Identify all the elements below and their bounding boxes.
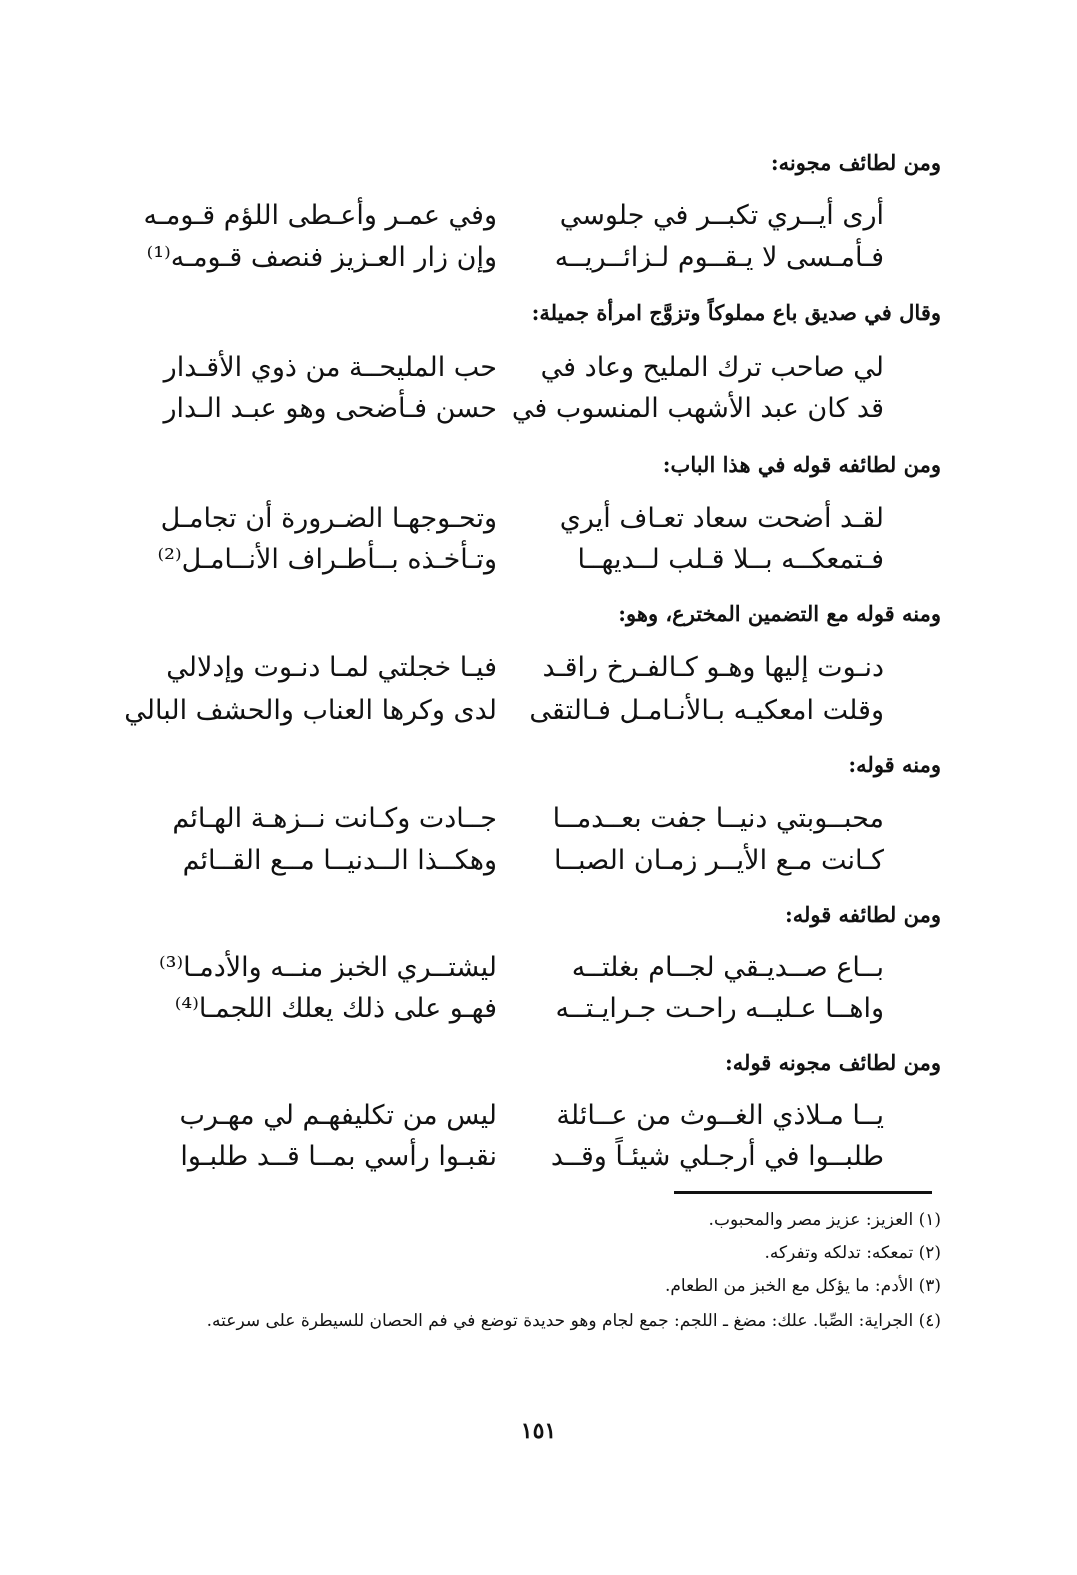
- verse-first-hemistich: دنـوت إليها وهـو كـالفـرخ راقـد: [542, 652, 884, 683]
- verse-second-hemistich: لدى وكرها العناب والحشف البالي: [124, 695, 497, 726]
- verse-second-hemistich: ليشتــري الخبز منــه والأدمـا⁽³⁾: [159, 952, 497, 983]
- verse-second-hemistich: وفي عمـر وأعـطى اللؤم قـومـه: [143, 200, 497, 231]
- verse-first-hemistich: لي صاحب ترك المليح وعاد في: [540, 352, 884, 383]
- footnote-separator: [674, 1191, 932, 1194]
- verse-second-hemistich: حسن فـأضحى وهو عبـد الـدار: [163, 393, 497, 424]
- verse-line: [0, 691, 1077, 731]
- verse-first-hemistich: طلبــوا في أرجـلي شيئـاً وقــد: [550, 1141, 884, 1172]
- verse-second-hemistich: فهـو على ذلك يعلك اللجمـا⁽⁴⁾: [174, 993, 497, 1024]
- verse-second-hemistich: وتحـوجهـا الضـرورة أن تجامـل: [160, 503, 497, 534]
- section-intro: ومن لطائفه قوله:: [784, 902, 941, 927]
- verse-line: [0, 648, 1077, 688]
- verse-line: [0, 540, 1077, 580]
- verse-line: [0, 989, 1077, 1029]
- verse-second-hemistich: جــادت وكـانت نــزهـة الهـائم: [172, 803, 497, 834]
- verse-line: [0, 348, 1077, 388]
- section-intro: وقال في صديق باع مملوكاً وتزوَّج امرأة جميلة:: [531, 300, 941, 325]
- section-intro: ومن لطائفه قوله في هذا الباب:: [662, 452, 941, 477]
- verse-first-hemistich: بــاع صــديـقي لجــام بغلتــه: [571, 952, 884, 983]
- verse-line: [0, 1096, 1077, 1136]
- verse-line: [0, 1137, 1077, 1177]
- verse-line: [0, 238, 1077, 278]
- verse-first-hemistich: فـأمـسى لا يـقــوم لـزائــريــه: [554, 242, 884, 273]
- verse-second-hemistich: وتـأخـذه بــأطـراف الأنــامـل⁽²⁾: [157, 544, 497, 575]
- footnote: (٣) الأدم: ما يؤكل مع الخبز من الطعام.: [665, 1276, 941, 1296]
- verse-second-hemistich: ليس من تكليفهـم لي مهـرب: [179, 1100, 497, 1131]
- verse-line: [0, 196, 1077, 236]
- verse-first-hemistich: وقلت امعكيـه بـالأنـامـل فـالتقى: [529, 695, 884, 726]
- verse-second-hemistich: وهكــذا الــدنيــا مــع القــائم: [182, 845, 497, 876]
- verse-line: [0, 499, 1077, 539]
- verse-first-hemistich: يــا مـلاذي الغــوث من عــائلة: [556, 1100, 884, 1131]
- verse-second-hemistich: فيـا خجلتي لمـا دنـوت وإدلالي: [166, 652, 497, 683]
- verse-second-hemistich: نقبـوا رأسي بمــا قــد طلبـوا: [180, 1141, 497, 1172]
- footnote: (١) العزيز: عزيز مصر والمحبوب.: [708, 1210, 941, 1230]
- verse-line: [0, 841, 1077, 881]
- section-intro: ومنه قوله:: [848, 752, 941, 777]
- verse-first-hemistich: واهــا عـليــه راحـت جـرايـتــه: [555, 993, 884, 1024]
- verse-first-hemistich: كـانت مـع الأيــر زمـان الصبــا: [553, 845, 884, 876]
- section-intro: ومنه قوله مع التضمين المخترع، وهو:: [618, 601, 941, 626]
- verse-second-hemistich: حب المليحــة من ذوي الأقـدار: [163, 352, 497, 383]
- page-number: ١٥١: [520, 1418, 557, 1444]
- verse-first-hemistich: أرى أيــري تكبــر في جلوسي: [559, 200, 884, 231]
- verse-first-hemistich: قد كان عبد الأشهب المنسوب في: [511, 393, 884, 424]
- verse-second-hemistich: وإن زار العـزيز فنصف قـومـه⁽¹⁾: [146, 242, 497, 273]
- section-intro: ومن لطائف مجونه قوله:: [725, 1050, 941, 1075]
- verse-line: [0, 389, 1077, 429]
- verse-line: [0, 948, 1077, 988]
- verse-first-hemistich: فـتمعكــه بــلا قـلب لــديهــا: [577, 544, 884, 575]
- section-intro: ومن لطائف مجونه:: [770, 150, 941, 175]
- footnote: (٤) الجراية: الصِّبا. علك: مضغ ـ اللجم: جمع لجام وهو حديدة توضع في فم الحصان للسيطرة على سرعته.: [206, 1311, 941, 1331]
- verse-line: [0, 799, 1077, 839]
- verse-first-hemistich: محبــوبتي دنيــا جفت بعــدمــا: [552, 803, 884, 834]
- verse-first-hemistich: لقـد أضحت سعاد تعـاف أيري: [559, 503, 884, 534]
- footnote: (٢) تمعكه: تدلكه وتفركه.: [764, 1243, 941, 1263]
